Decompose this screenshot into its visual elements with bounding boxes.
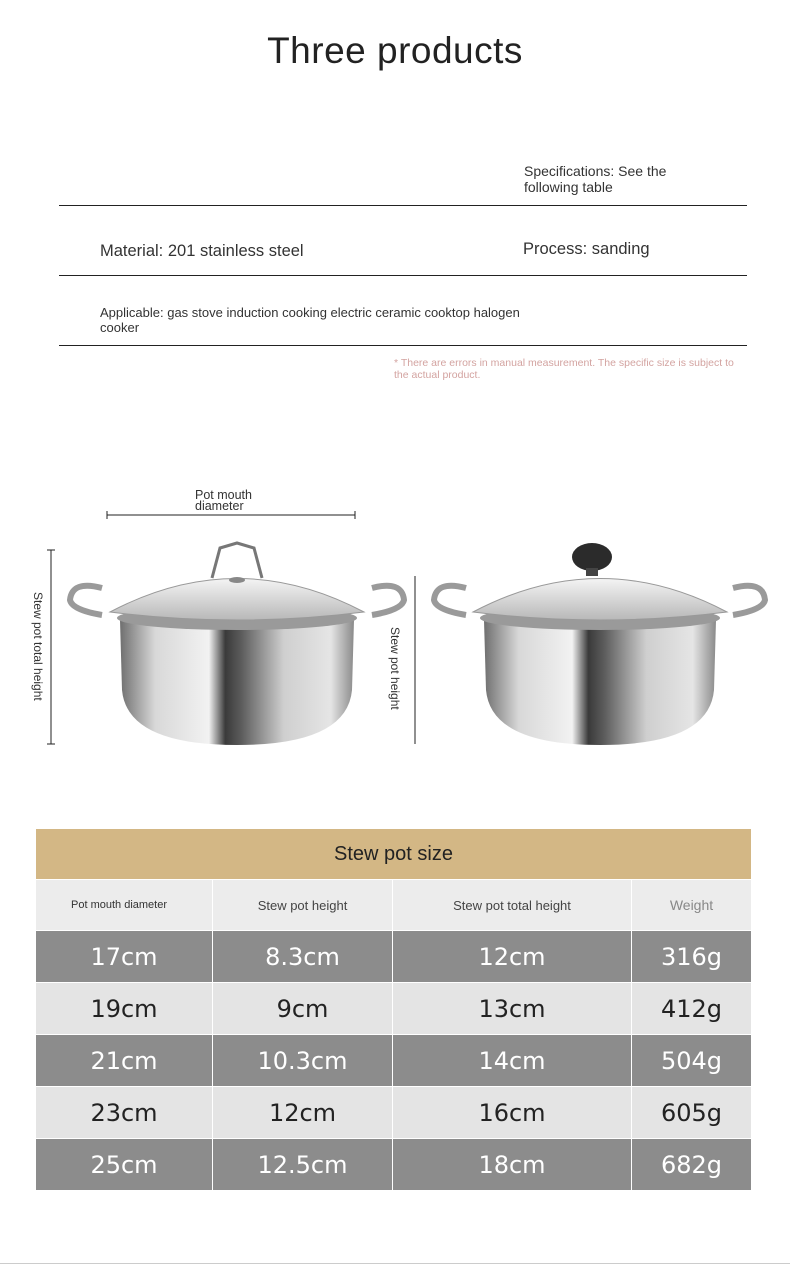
header-stew-pot-total-height: Stew pot total height: [393, 880, 632, 930]
diameter-label: Pot mouth diameter: [195, 488, 252, 513]
table-cell: 9cm: [213, 983, 393, 1034]
table-cell: 682g: [660, 1150, 723, 1179]
table-cell: 13cm: [393, 983, 632, 1034]
table-cell: 14cm: [393, 1035, 632, 1086]
height-label: Stew pot height: [388, 627, 402, 710]
table-row: [36, 931, 751, 983]
total-height-dimension-line: [44, 548, 58, 748]
divider: [59, 345, 747, 346]
table-row: [36, 983, 751, 1035]
table-row: [36, 1139, 751, 1191]
table-cell: 12cm: [213, 1087, 393, 1138]
specifications-text: Specifications: See the following table: [524, 163, 667, 195]
table-cell: 18cm: [393, 1139, 632, 1190]
divider: [59, 275, 747, 276]
header-weight: Weight: [669, 897, 714, 913]
table-row: [36, 1087, 751, 1139]
divider: [59, 205, 747, 206]
table-cell: 16cm: [393, 1087, 632, 1138]
table-row: [36, 1035, 751, 1087]
measurement-note: * There are errors in manual measurement. The specific size is subject to the actual product.: [394, 357, 734, 381]
table-cell: 8.3cm: [213, 931, 393, 982]
stew-pot-knob-handle-image: [428, 540, 773, 750]
table-header-row: [36, 880, 751, 931]
table-cell: 504g: [660, 1046, 723, 1075]
header-stew-pot-height: Stew pot height: [213, 880, 393, 930]
table-cell: 12.5cm: [213, 1139, 393, 1190]
table-cell: 412g: [660, 994, 723, 1023]
bottom-divider: [0, 1263, 790, 1264]
table-cell: 316g: [660, 942, 723, 971]
table-cell: 605g: [660, 1098, 723, 1127]
diameter-dimension-line: [100, 508, 360, 522]
table-title: Stew pot size: [36, 829, 751, 880]
material-text: Material: 201 stainless steel: [100, 242, 304, 260]
header-pot-mouth-diameter: Pot mouth diameter: [36, 880, 213, 930]
page-title: Three products: [267, 30, 523, 71]
table-cell: 10.3cm: [213, 1035, 393, 1086]
applicable-text: Applicable: gas stove induction cooking electric ceramic cooktop halogen cooker: [100, 305, 520, 335]
table-cell: 23cm: [36, 1087, 213, 1138]
total-height-label: Stew pot total height: [31, 592, 45, 701]
process-text: Process: sanding: [523, 240, 650, 258]
size-table: [36, 829, 751, 1191]
table-cell: 12cm: [393, 931, 632, 982]
table-cell: 25cm: [36, 1139, 213, 1190]
table-cell: 17cm: [36, 931, 213, 982]
table-cell: 19cm: [36, 983, 213, 1034]
stew-pot-wire-handle-image: [62, 540, 412, 750]
table-cell: 21cm: [36, 1035, 213, 1086]
